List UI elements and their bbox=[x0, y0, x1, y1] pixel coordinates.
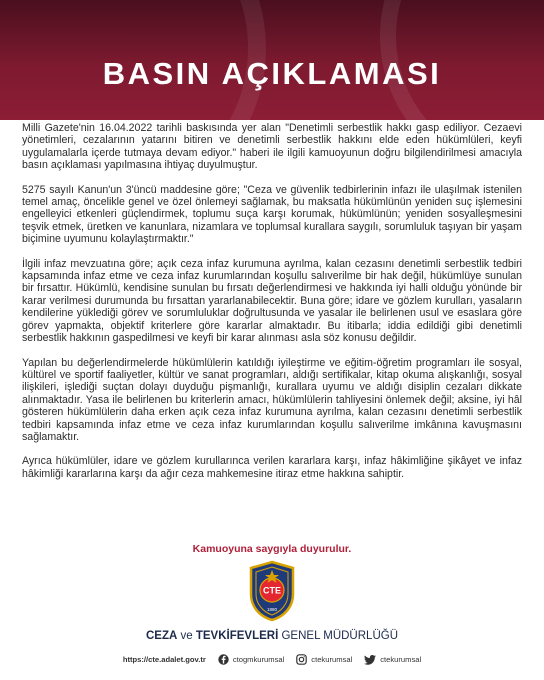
footer-links bbox=[0, 654, 544, 665]
instagram-icon bbox=[296, 654, 307, 665]
paragraph: 5275 sayılı Kanun'un 3'üncü maddesine göre; "Ceza ve güvenlik tedbirlerinin infazı ile ulaşılmak istenilen temel amaç, öncelikle genel ve özel önlemeyi sağlamak, bu maksatla hükümlünün yeniden suç işlemesini engelleyici etkenleri güçlendirmek, toplumu suça karşı korumak, hükümlünün; yeniden sosyalleşmesini teşvik etmek, üretken ve kanunlara, nizamlara ve toplumsal kurallara saygılı, sorumluluk taşıyan bir yaşam biçimine uyumunu kolaylaştırmaktır." bbox=[22, 183, 522, 246]
emblem-letters: CTE bbox=[263, 585, 281, 596]
facebook-icon bbox=[218, 654, 229, 665]
paragraph: İlgili infaz mevzuatına göre; açık ceza infaz kurumuna ayrılma, kalan cezasını denetimli serbestlik tedbiri kapsamında infaz etme ve ceza infaz kurumlarından koşullu salıverilme bir hak değil, hükümlüye sunulan bir fırsattır. Hükümlü, kendisine sunulan bu fırsatı değerlendirmesi ve hakkında iyi halli olduğu yönünde bir karar verilmesi durumunda bu fırsattan yararlanabilecektir. Buna göre; idare ve gözlem kurulları, yasaların kendilerine yüklediği görev ve sorumluluklar doğrultusunda ve yasalar ile belirlenen usul ve esaslara göre görev yapmakta, objektif kriterlere göre kararlar almaktadır. Bu itibarla; iddia edildiği gibi denetimli serbestlik hakkının gaspedilmesi ve keyfi bir karar alınması asla söz konusu değildir. bbox=[22, 257, 522, 345]
emblem-year: 1880 bbox=[266, 607, 278, 612]
paragraph: Yapılan bu değerlendirmelerde hükümlülerin katıldığı iyileştirme ve eğitim-öğretim programları ile sosyal, kültürel ve sportif faaliyetler, kültür ve sanat programları, aldığı sertifikalar, kitap okuma alışkanlığı, sosyal ilişkileri, işlediği suçtan dolayı duyduğu pişmanlığı, kurallara uyumu ve aldığı disiplin cezaları dikkate alınmaktadır. Yasa ile belirlenen bu kriterlerin amacı, hükümlülerin tahliyesini önlemek değil; aksine, iyi hâl gösteren hükümlülerin daha erken açık ceza infaz kurumuna ayrılma, kalan cezasını denetimli serbestlik tedbiri kapsamında infaz etme ve ceza infaz kurumlarından koşullu salıverilme imkânına kavuşmasını sağlamaktır. bbox=[22, 356, 522, 443]
paragraph: Ayrıca hükümlüler, idare ve gözlem kurullarınca verilen kararlara karşı, infaz hâkimliğine şikâyet ve infaz hâkimliği kararlarına karşı da ağır ceza mahkemesine itiraz etme hakkına sahiptir. bbox=[22, 455, 522, 480]
twitter-link[interactable]: ctekurumsal bbox=[364, 655, 421, 665]
press-release-body bbox=[22, 122, 522, 492]
facebook-link[interactable]: ctogmkurumsal bbox=[218, 654, 284, 665]
page-title: BASIN AÇIKLAMASI bbox=[102, 56, 442, 91]
paragraph: Milli Gazete'nin 16.04.2022 tarihli baskısında yer alan "Denetimli serbestlik hakkı gasp ediliyor. Cezaevi yönetimleri, cezalarının yatarını bitiren ve denetimli serbestlik hakkını elde eden hükümlüleri, keyfi uygulamalarla içerde tutmaya devam ediyor." haberi ile ilgili kamuoyunun doğru bilgilendirilmesi amacıyla basın açıklaması yapılmasına ihtiyaç duyulmuştur. bbox=[22, 122, 522, 172]
website-link[interactable]: https://cte.adalet.gov.tr bbox=[122, 655, 206, 664]
closing-statement: Kamuoyuna saygıyla duyurulur. bbox=[192, 543, 352, 555]
organization-name: CEZA ve TEVKİFEVLERİ GENEL MÜDÜRLÜĞÜ bbox=[146, 630, 398, 642]
twitter-icon bbox=[364, 655, 376, 665]
instagram-link[interactable]: ctekurumsal bbox=[296, 654, 352, 665]
cte-emblem-icon bbox=[247, 560, 297, 622]
header-banner bbox=[0, 0, 544, 120]
